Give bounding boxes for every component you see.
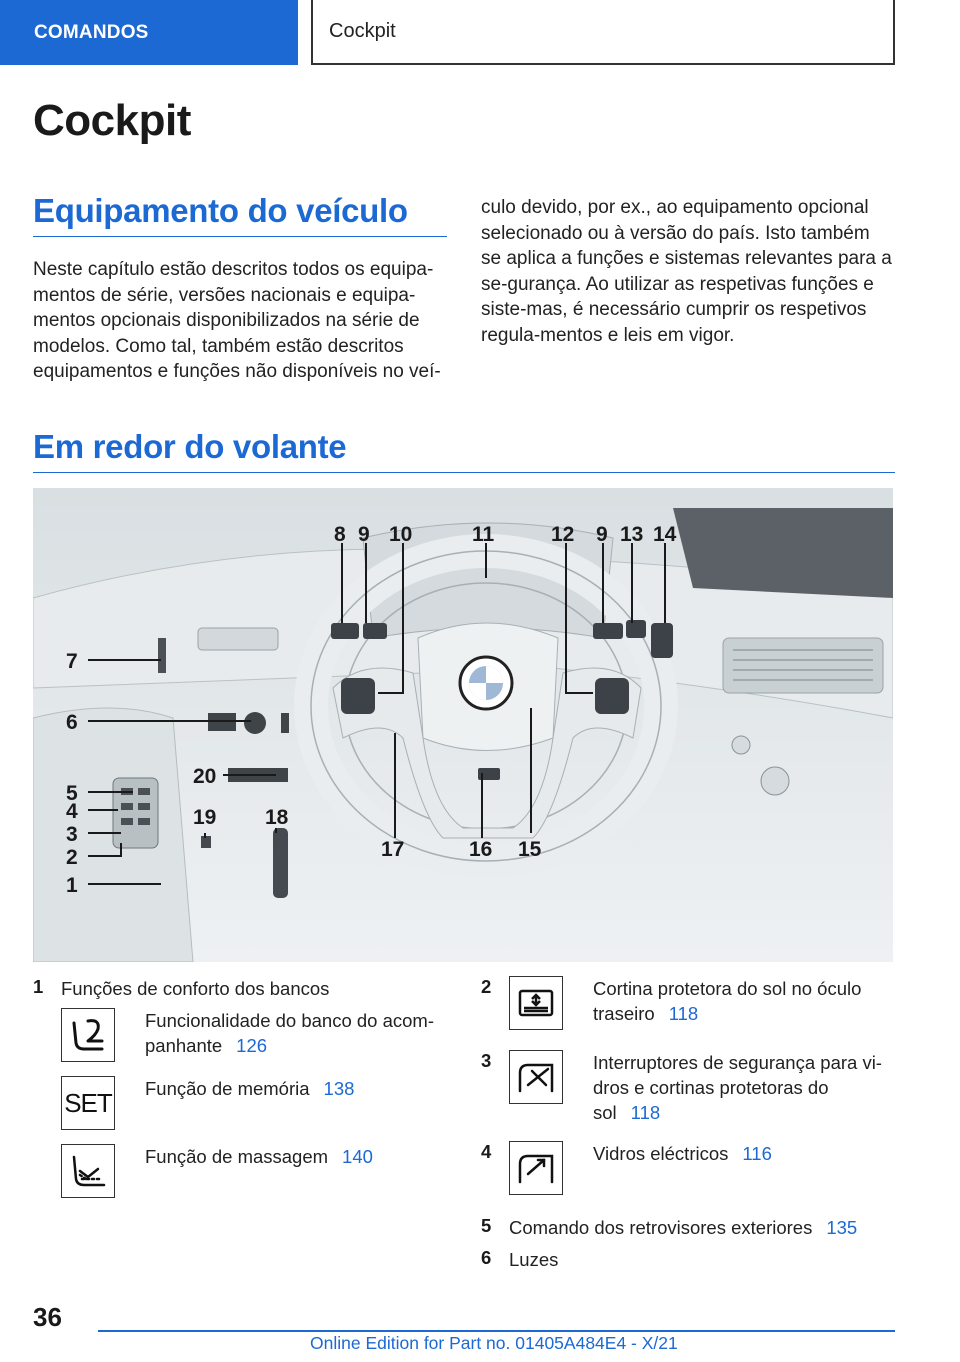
callout-12: 12	[551, 523, 575, 546]
callout-8: 8	[334, 523, 346, 546]
legend-item-1a	[145, 1008, 447, 1058]
power-window-icon	[509, 1141, 563, 1195]
window-lock-icon	[509, 1050, 563, 1104]
massage-icon	[61, 1144, 115, 1198]
legend-num-5: 5	[481, 1215, 492, 1236]
callout-6: 6	[66, 711, 78, 734]
legend-num-4: 4	[481, 1141, 492, 1162]
legend-num-6: 6	[481, 1247, 492, 1268]
legend-item-1b	[145, 1076, 354, 1101]
legend-item-1c	[145, 1144, 373, 1169]
callout-20: 20	[193, 765, 217, 788]
callout-13: 13	[620, 523, 644, 546]
cockpit-illustration	[33, 488, 893, 962]
set-icon-label: SET	[64, 1087, 112, 1118]
legend-text-6: Luzes	[509, 1249, 559, 1270]
page-ref-1c[interactable]: 140	[342, 1146, 373, 1167]
legend-text-1a: Funcionalidade do banco do acom-panhante	[145, 1010, 434, 1056]
legend-item-4	[593, 1141, 772, 1166]
callout-10: 10	[389, 523, 413, 546]
chapter-tab[interactable]: Cockpit	[311, 0, 895, 65]
section-tab[interactable]: COMANDOS	[0, 0, 298, 65]
intro-paragraph-left: Neste capítulo estão descritos todos os equipa-mentos de série, versões nacionais e equipa-mentos opcionais disponibilizados na série de modelos. Como tal, também estão descritos equipamentos e funções não disponíveis no veí-	[33, 259, 441, 382]
footer-divider	[98, 1330, 895, 1332]
callout-14: 14	[653, 523, 677, 546]
legend-text-3: Interruptores de segurança para vi-dros e cortinas protetoras do sol	[593, 1052, 882, 1123]
legend-text-1c: Função de massagem	[145, 1146, 329, 1167]
rear-sunblind-icon	[509, 976, 563, 1030]
page-ref-5[interactable]: 135	[826, 1217, 858, 1238]
callout-16: 16	[469, 838, 493, 861]
page-number: 36	[33, 1302, 62, 1332]
legend-num-2: 2	[481, 976, 492, 997]
legend-item-2	[593, 976, 895, 1026]
callout-2: 2	[66, 846, 78, 869]
callout-11: 11	[472, 523, 495, 546]
legend-text-5: Comando dos retrovisores exteriores	[509, 1217, 813, 1238]
heading-em-redor-do-volante: Em redor do volante	[33, 428, 895, 473]
legend-num-1: 1	[33, 976, 44, 997]
legend-text-2: Cortina protetora do sol no óculo traseiro	[593, 978, 862, 1024]
seat-2-icon	[61, 1008, 115, 1062]
callout-19: 19	[193, 806, 217, 829]
page-title: Cockpit	[33, 96, 191, 145]
legend-text-4: Vidros eléctricos	[593, 1143, 729, 1164]
legend-text-1b: Função de memória	[145, 1078, 310, 1099]
footer-edition: Online Edition for Part no. 01405A484E4 - X/21	[310, 1333, 678, 1353]
legend-item-3	[593, 1050, 895, 1125]
page-ref-3[interactable]: 118	[630, 1102, 661, 1123]
page-ref-1b[interactable]: 138	[323, 1078, 355, 1099]
callout-3: 3	[66, 823, 78, 846]
callout-1: 1	[66, 874, 78, 897]
heading-equipamento: Equipamento do veículo	[33, 192, 447, 237]
callout-9b: 9	[596, 523, 608, 546]
callout-5: 5	[66, 782, 78, 805]
callout-7: 7	[66, 650, 78, 673]
intro-paragraph-right: culo devido, por ex., ao equipamento opcional selecionado ou à versão do país. Isto também se aplica a funções e sistemas relevantes para a se-gurança. Ao utilizar as respetivas funções e siste-mas, é necessário cumprir os respetivos regula-mentos e leis em vigor.	[481, 197, 892, 346]
callout-4: 4	[66, 800, 78, 823]
set-icon	[61, 1076, 115, 1130]
callout-9a: 9	[358, 523, 370, 546]
legend-text-1: Funções de conforto dos bancos	[61, 978, 330, 999]
callout-15: 15	[518, 838, 542, 861]
callout-18: 18	[265, 806, 289, 829]
page-ref-1a[interactable]: 126	[236, 1035, 268, 1056]
legend-num-3: 3	[481, 1050, 492, 1071]
callout-17: 17	[381, 838, 405, 861]
page-ref-4[interactable]: 116	[742, 1143, 772, 1164]
legend-item-5	[509, 1215, 857, 1240]
page-ref-2[interactable]: 118	[668, 1003, 699, 1024]
